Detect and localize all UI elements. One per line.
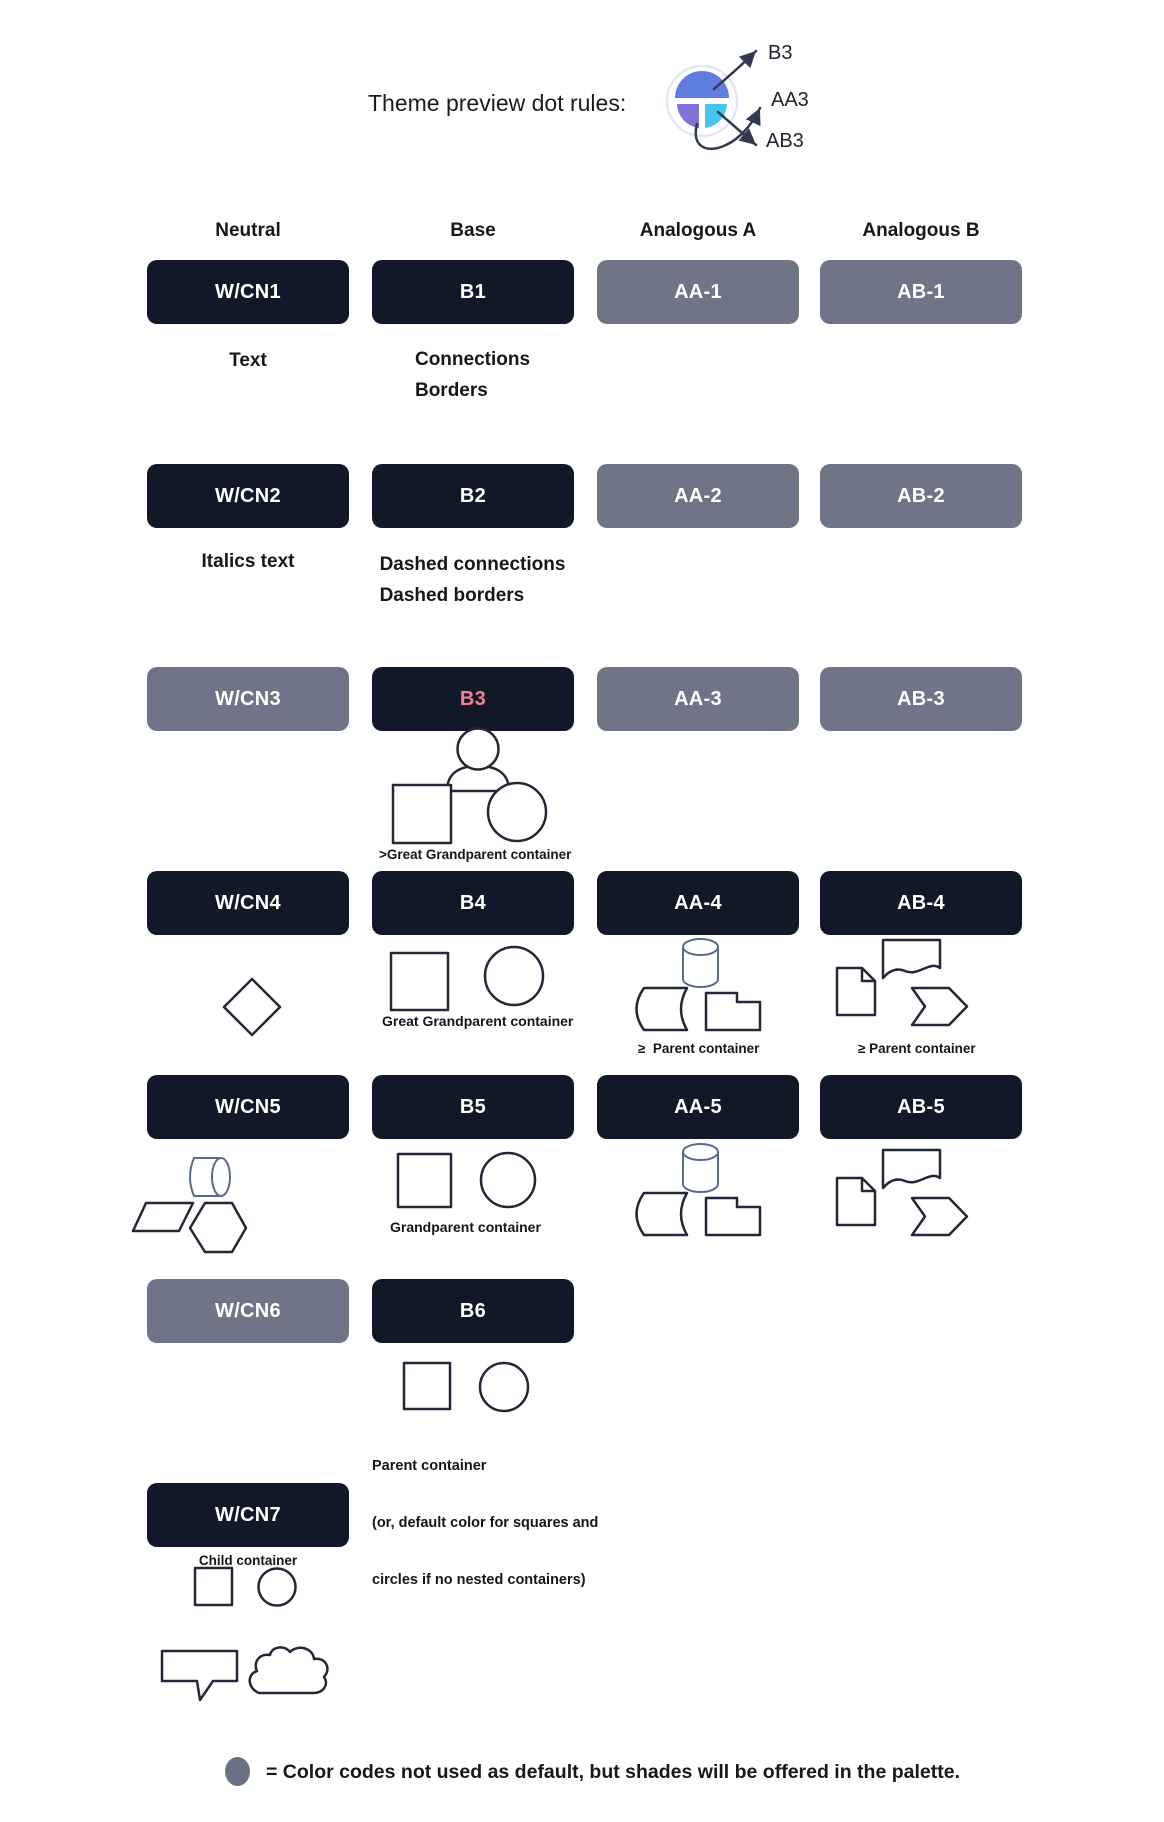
swatch-aa3[interactable]: AA-3 (597, 667, 799, 731)
swatch-b3[interactable]: B3 (372, 667, 574, 731)
document-shape (837, 1178, 875, 1225)
column-header-analogous-b: Analogous B (862, 220, 980, 241)
hexagon-shape (190, 1203, 246, 1252)
document-shape (837, 968, 875, 1015)
caption-aa4: ≥ Parent container (638, 1041, 760, 1056)
horizontal-cylinder-end-shape (212, 1158, 230, 1196)
swatch-aa1[interactable]: AA-1 (597, 260, 799, 324)
ab5-shape-group (830, 1143, 980, 1240)
b5-shape-group (395, 1150, 540, 1212)
square-shape (393, 785, 451, 843)
swatch-aa4[interactable]: AA-4 (597, 871, 799, 935)
square-shape (195, 1568, 232, 1605)
aa4-shape-group (626, 931, 776, 1033)
swatch-b1[interactable]: B1 (372, 260, 574, 324)
stored-data-shape (637, 1193, 688, 1235)
legend-dot (225, 1757, 250, 1786)
wcn5-shape-group (128, 1148, 263, 1258)
caption-b6-line1: Parent container (372, 1458, 487, 1474)
caption-ab4: ≥ Parent container (858, 1041, 976, 1056)
chevron-shape (912, 1198, 967, 1235)
tabbed-rectangle-shape (706, 993, 760, 1030)
caption-wcn7: Child container (198, 1553, 298, 1568)
b6-shape-group (400, 1358, 535, 1414)
swatch-b2[interactable]: B2 (372, 464, 574, 528)
ab4-shape-group (830, 933, 980, 1030)
wcn7-shape-group-2 (155, 1636, 345, 1708)
caption-b3-shapes: >Great Grandparent container (379, 847, 572, 862)
swatch-aa2[interactable]: AA-2 (597, 464, 799, 528)
theme-preview-dot (630, 20, 880, 180)
swatch-ab3[interactable]: AB-3 (820, 667, 1022, 731)
chevron-shape (912, 988, 967, 1025)
caption-b1-line1: Connections (414, 349, 531, 370)
wcn7-shape-group (190, 1562, 305, 1614)
circle-shape (488, 783, 546, 841)
swatch-wcn1[interactable]: W/CN1 (147, 260, 349, 324)
square-shape (404, 1363, 450, 1409)
swatch-ab4[interactable]: AB-4 (820, 871, 1022, 935)
column-header-base: Base (450, 220, 496, 241)
caption-b2-line2: Dashed borders (379, 585, 525, 606)
caption-b2 (350, 549, 595, 611)
cylinder-top-shape (683, 939, 718, 955)
column-header-neutral: Neutral (215, 220, 281, 241)
swatch-b6[interactable]: B6 (372, 1279, 574, 1343)
speech-bubble-shape (162, 1651, 237, 1700)
caption-b6-line3: circles if no nested containers) (372, 1572, 586, 1588)
square-shape (398, 1154, 451, 1207)
caption-b5: Grandparent container (390, 1219, 541, 1235)
parallelogram-shape (133, 1203, 193, 1231)
caption-b6 (372, 1419, 598, 1628)
caption-b6-line2: (or, default color for squares and (372, 1515, 599, 1531)
swatch-wcn3[interactable]: W/CN3 (147, 667, 349, 731)
circle-shape (485, 947, 543, 1005)
dot-target-aa3: AA3 (771, 89, 809, 111)
circle-shape (480, 1363, 528, 1411)
dot-target-ab3: AB3 (766, 130, 804, 152)
diamond-shape (224, 979, 280, 1035)
cylinder-top-shape (683, 1144, 718, 1160)
swatch-wcn2[interactable]: W/CN2 (147, 464, 349, 528)
legend-text: = Color codes not used as default, but shades will be offered in the palette. (266, 1761, 960, 1783)
dot-target-b3: B3 (768, 42, 793, 64)
caption-b1-line2: Borders (414, 380, 488, 401)
swatch-aa5[interactable]: AA-5 (597, 1075, 799, 1139)
aa5-shape-group (626, 1136, 776, 1244)
swatch-wcn6[interactable]: W/CN6 (147, 1279, 349, 1343)
person-head-icon (458, 729, 499, 770)
swatch-ab2[interactable]: AB-2 (820, 464, 1022, 528)
swatch-wcn4[interactable]: W/CN4 (147, 871, 349, 935)
swatch-ab1[interactable]: AB-1 (820, 260, 1022, 324)
circle-shape (259, 1569, 296, 1606)
b3-shape-group (371, 722, 586, 850)
swatch-wcn7[interactable]: W/CN7 (147, 1483, 349, 1547)
column-header-analogous-a: Analogous A (639, 220, 757, 241)
swatch-b5[interactable]: B5 (372, 1075, 574, 1139)
wcn4-shape-group (218, 974, 288, 1042)
caption-b1 (350, 344, 595, 406)
circle-shape (481, 1153, 535, 1207)
caption-b4: Great Grandparent container (382, 1013, 574, 1029)
caption-wcn2: Italics text (201, 551, 295, 572)
page-title: Theme preview dot rules: (368, 90, 627, 116)
caption-wcn1: Text (229, 350, 267, 371)
torn-paper-shape (883, 1150, 940, 1188)
square-shape (391, 953, 448, 1010)
torn-paper-shape (883, 940, 940, 978)
cloud-shape (250, 1647, 328, 1693)
swatch-b4[interactable]: B4 (372, 871, 574, 935)
swatch-ab5[interactable]: AB-5 (820, 1075, 1022, 1139)
stored-data-shape (637, 988, 688, 1030)
caption-b2-line1: Dashed connections (379, 554, 566, 575)
swatch-wcn5[interactable]: W/CN5 (147, 1075, 349, 1139)
b4-shape-group (388, 944, 548, 1016)
tabbed-rectangle-shape (706, 1198, 760, 1235)
